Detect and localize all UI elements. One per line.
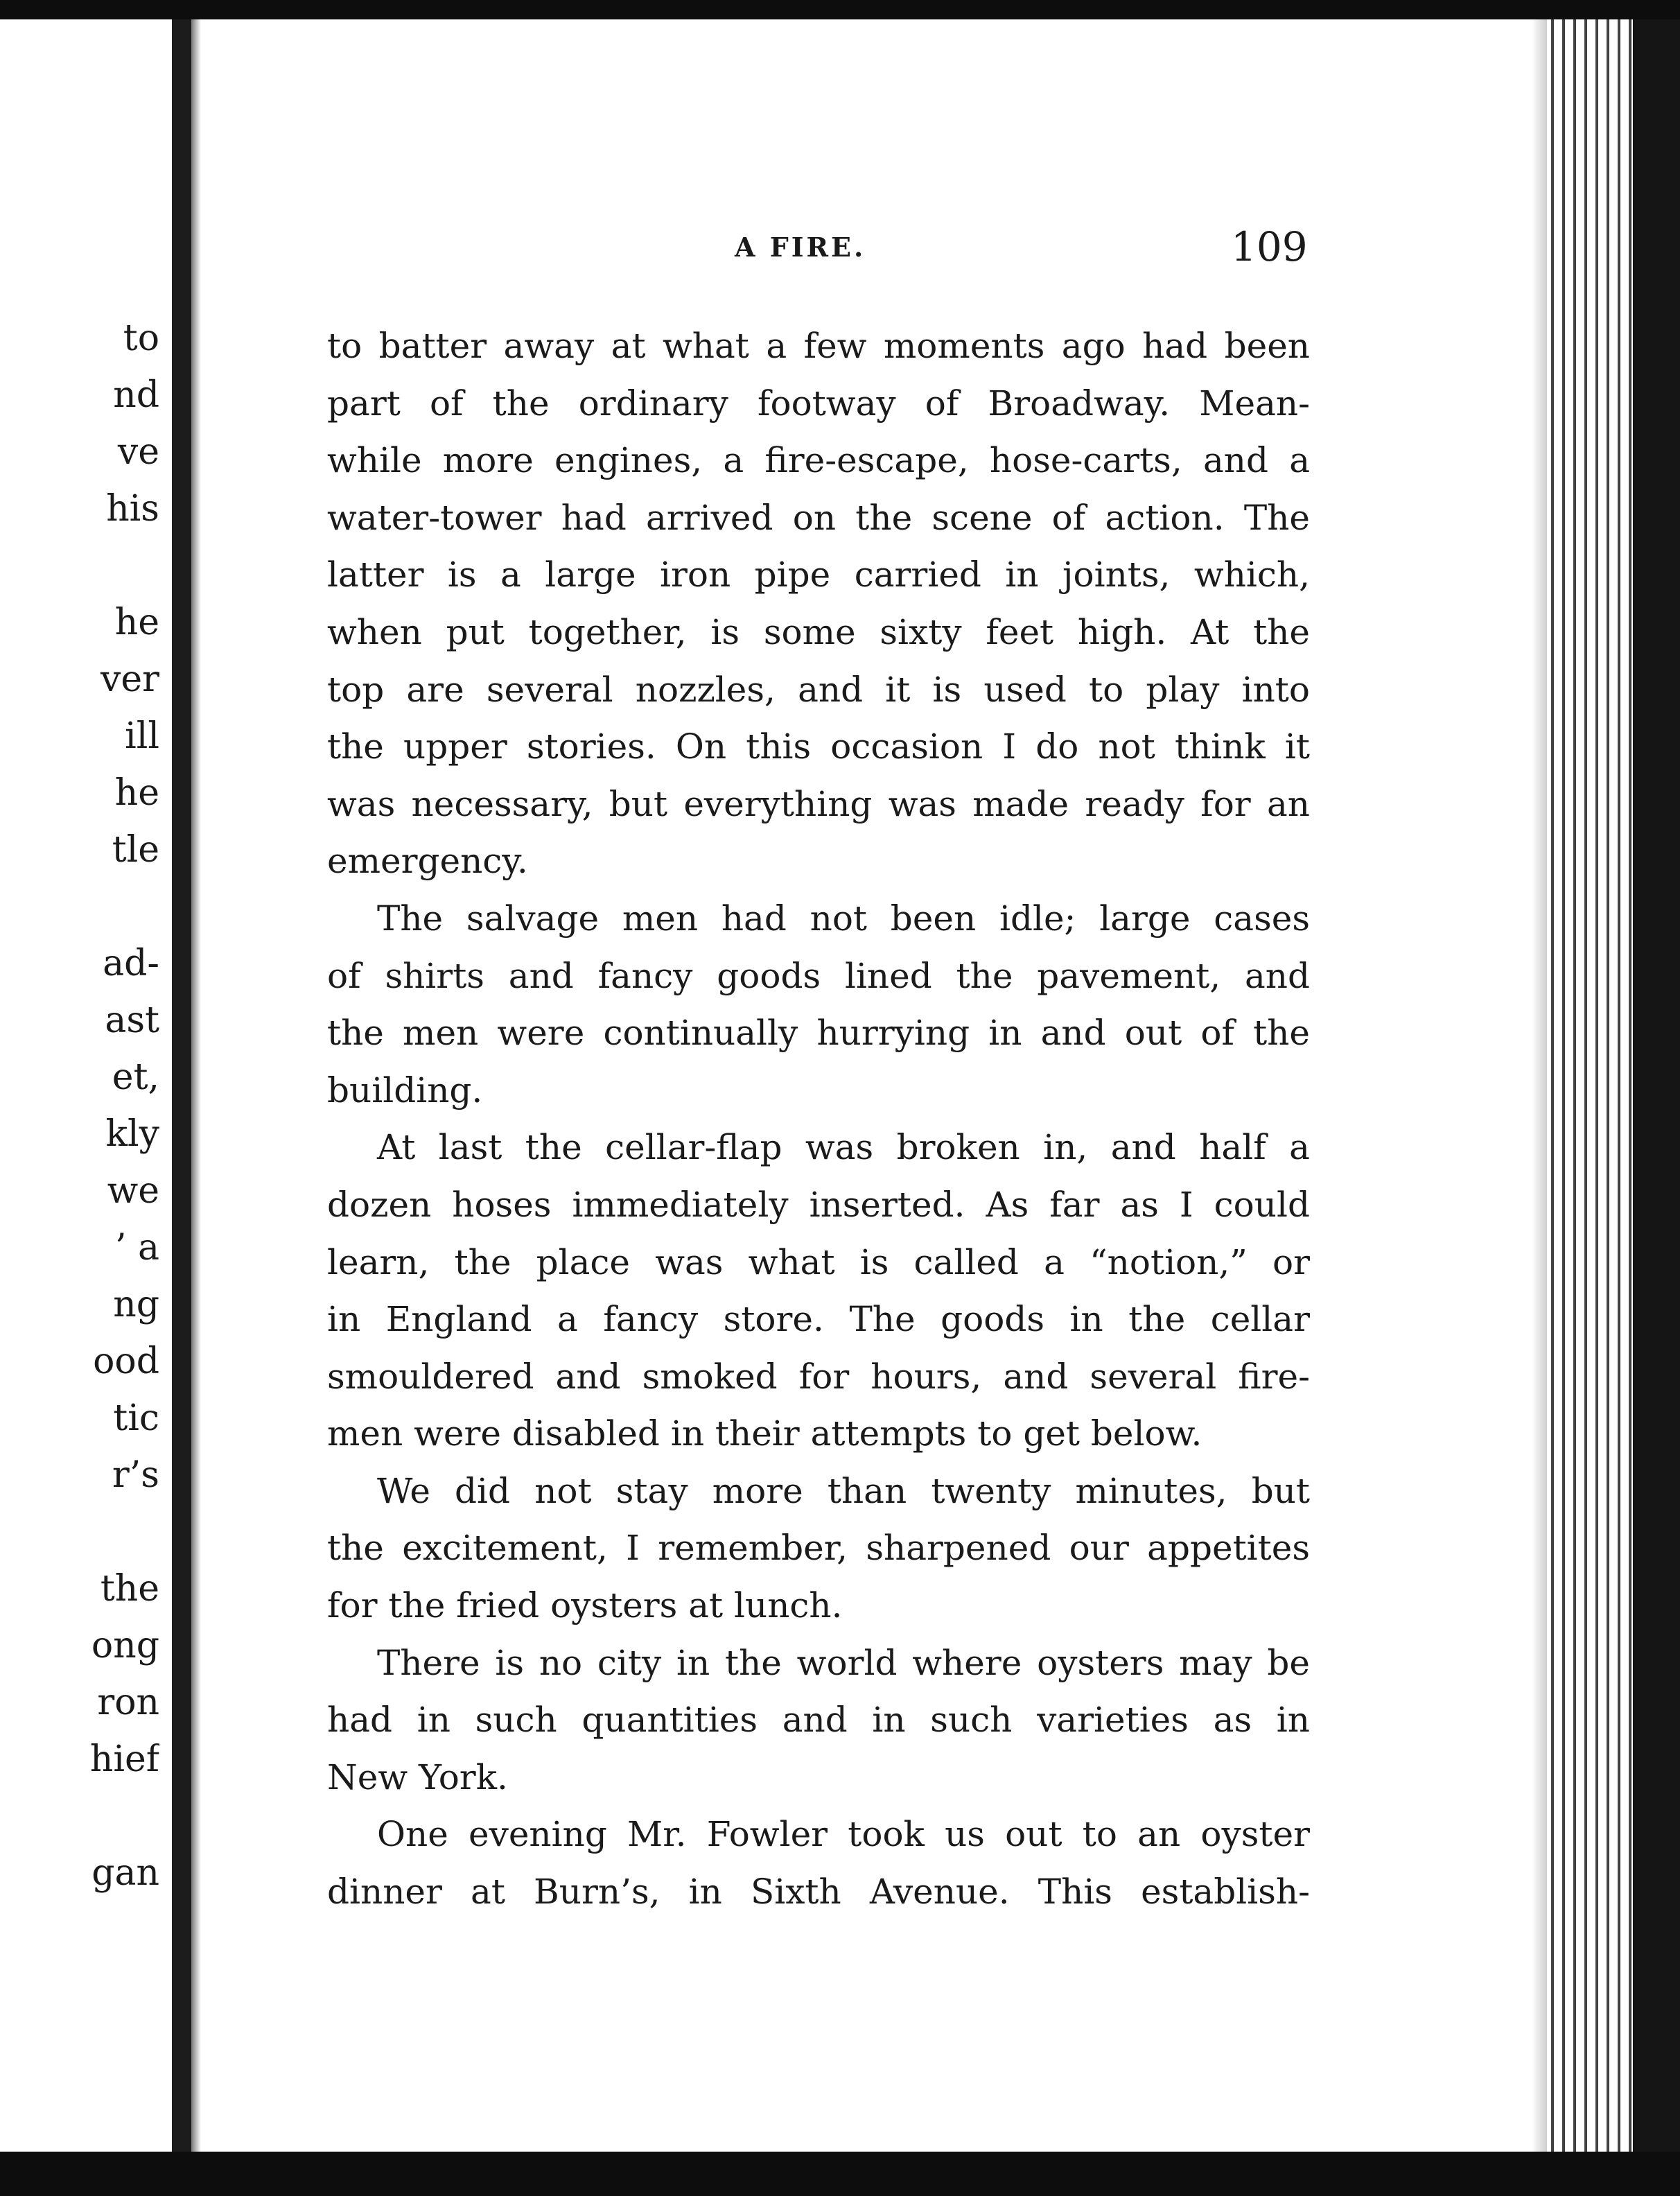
text-line: One evening Mr. Fowler took us out to an oyster xyxy=(377,1814,1310,1855)
left-page-line: ng xyxy=(113,1284,159,1325)
left-page-line: ast xyxy=(105,1000,159,1041)
left-page-line: ’ a xyxy=(114,1227,159,1269)
running-title: A FIRE. xyxy=(735,232,866,263)
left-page-line: et, xyxy=(112,1056,159,1098)
text-line: There is no city in the world where oysters may be xyxy=(377,1642,1310,1683)
left-page-line: ver xyxy=(100,659,159,700)
text-line: dozen hoses immediately inserted. As far as I could xyxy=(327,1184,1310,1225)
text-line: when put together, is some sixty feet high. At the xyxy=(327,611,1310,652)
left-page-line: ill xyxy=(125,715,159,757)
left-page-line: tle xyxy=(112,829,159,871)
body-text xyxy=(327,317,1310,1921)
text-line: The salvage men had not been idle; large cases xyxy=(377,898,1310,939)
book-gutter xyxy=(172,19,191,2152)
left-page-line: ood xyxy=(93,1341,159,1382)
left-page-line: nd xyxy=(113,374,159,416)
left-page-line: his xyxy=(106,488,159,530)
left-page-line: ve xyxy=(117,431,159,473)
left-page-line: the xyxy=(100,1568,159,1610)
text-line: in England a fancy store. The goods in the cellar xyxy=(327,1299,1310,1340)
text-line: was necessary, but everything was made ready for an xyxy=(327,783,1310,824)
text-line: to batter away at what a few moments ago had been xyxy=(327,326,1310,366)
text-line: had in such quantities and in such varieties as in xyxy=(327,1700,1310,1741)
text-line: of shirts and fancy goods lined the pavement, and xyxy=(327,955,1310,996)
left-page-line: we xyxy=(107,1170,159,1212)
page-edge-shadow xyxy=(1532,19,1548,2152)
left-page-line: to xyxy=(123,317,159,359)
left-page-line: ong xyxy=(91,1625,159,1666)
text-line: part of the ordinary footway of Broadway. Mean- xyxy=(327,383,1310,424)
text-line: for the fried oysters at lunch. xyxy=(327,1585,843,1626)
left-page-line: hief xyxy=(89,1739,159,1780)
text-line: New York. xyxy=(327,1757,508,1797)
page-number: 109 xyxy=(1231,223,1308,270)
text-line: while more engines, a fire-escape, hose-carts, and a xyxy=(327,440,1310,481)
text-line: men were disabled in their attempts to get below. xyxy=(327,1413,1202,1454)
gutter-shadow xyxy=(191,19,201,2152)
text-line: dinner at Burn’s, in Sixth Avenue. This establish- xyxy=(327,1872,1310,1912)
scan-bottom-border xyxy=(0,2152,1680,2196)
text-line: At last the cellar-flap was broken in, and half a xyxy=(377,1127,1310,1168)
left-page-line: kly xyxy=(105,1113,159,1155)
text-line: the men were continually hurrying in and out of the xyxy=(327,1013,1310,1054)
left-page-line: tic xyxy=(113,1397,159,1439)
scan-right-border xyxy=(1633,19,1680,2152)
text-line: emergency. xyxy=(327,841,528,882)
text-line: learn, the place was what is called a “notion,” or xyxy=(327,1241,1310,1282)
left-page-line: ad- xyxy=(103,943,159,984)
left-page-line: r’s xyxy=(112,1454,159,1496)
text-line: the excitement, I remember, sharpened our appetites xyxy=(327,1528,1310,1569)
scan-top-border xyxy=(0,0,1680,19)
text-line: We did not stay more than twenty minutes, but xyxy=(377,1470,1310,1511)
left-page-line: he xyxy=(114,772,159,814)
left-page-line: gan xyxy=(91,1852,159,1894)
text-line: building. xyxy=(327,1070,483,1110)
text-line: latter is a large iron pipe carried in joints, which, xyxy=(327,555,1310,595)
left-page-line: he xyxy=(114,602,159,643)
text-line: top are several nozzles, and it is used to play into xyxy=(327,669,1310,710)
left-page-line: ron xyxy=(97,1682,159,1723)
text-line: the upper stories. On this occasion I do not think it xyxy=(327,726,1310,767)
text-line: smouldered and smoked for hours, and several fire- xyxy=(327,1356,1310,1397)
text-line: water-tower had arrived on the scene of action. The xyxy=(327,497,1310,538)
